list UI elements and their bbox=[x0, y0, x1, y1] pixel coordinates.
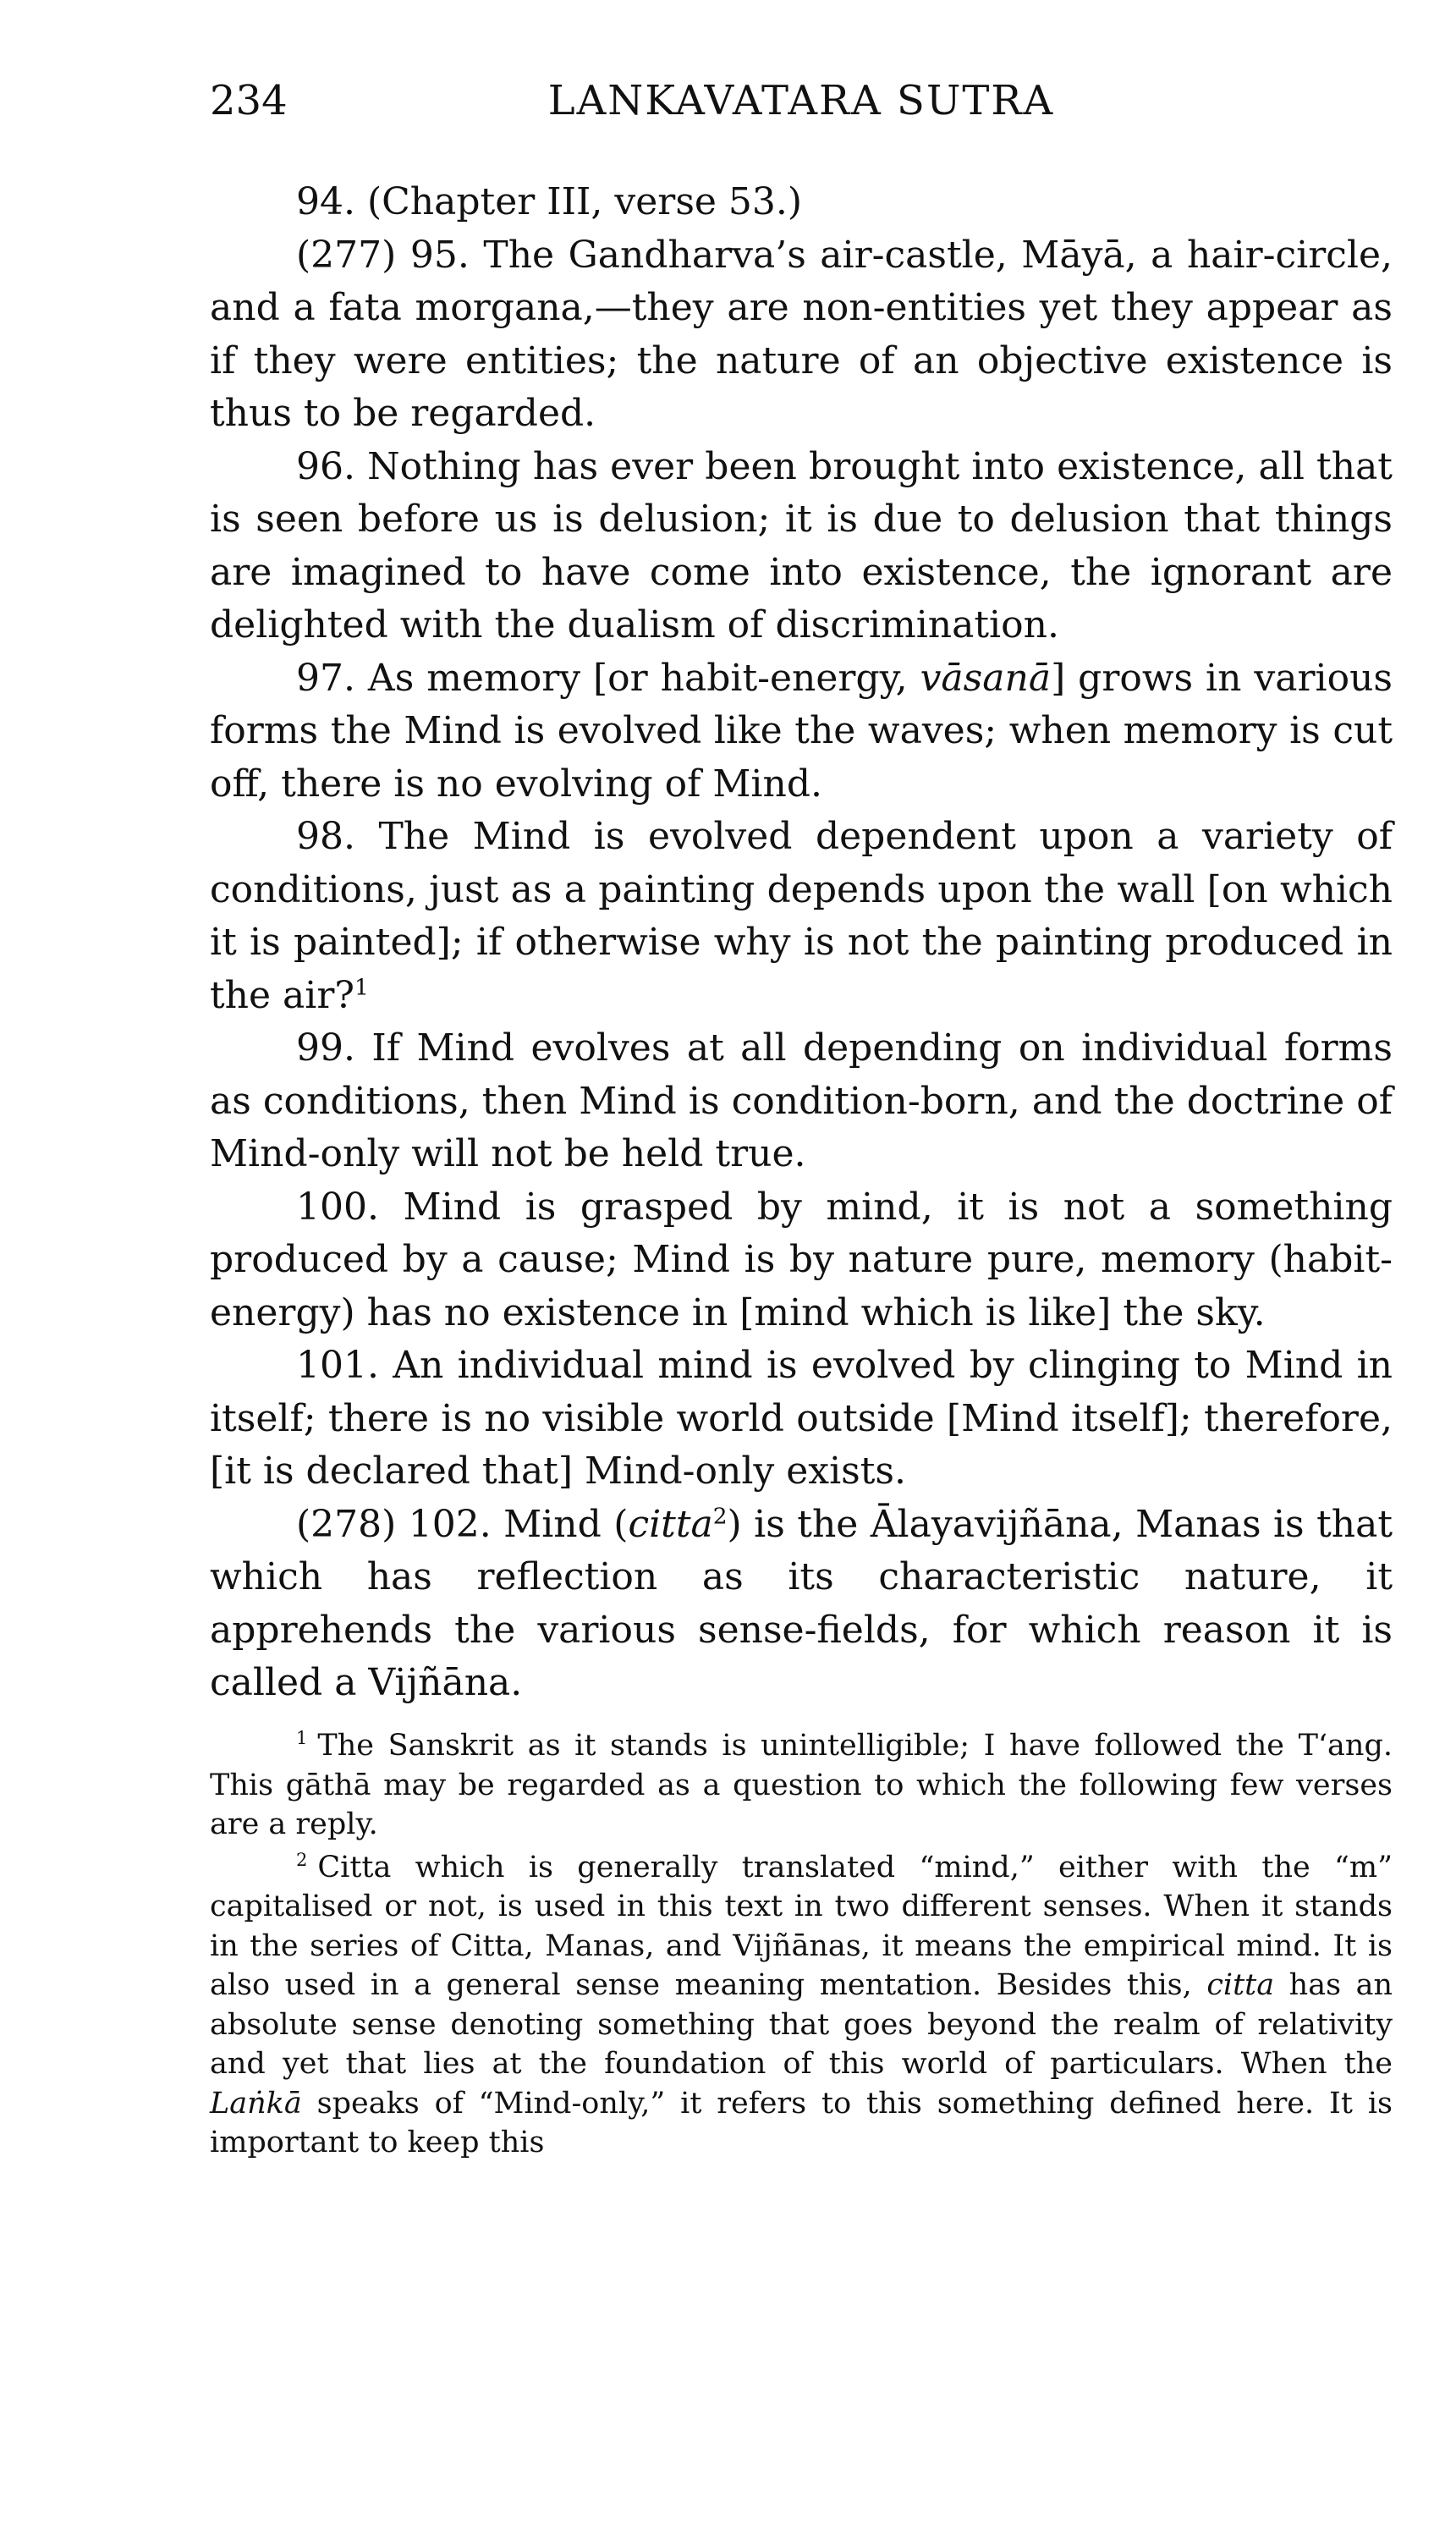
verse-97-text-cont: ] grows in various forms the Mind is evolved like the waves; when memory is cut off, there is no evolving of Mind. bbox=[210, 656, 1393, 806]
footnote-2-text: Citta which is generally translated “mind,” either with the “m” capitalised or not, is used in this text in two different senses. When it stands in the series of Citta, Manas, and Vijñānas, it means the empirical mind. It is also used in a general sense meaning mentation. Besides this, bbox=[210, 1850, 1393, 2002]
footnote-1 bbox=[210, 1726, 1393, 1845]
verse-101: 101. An individual mind is evolved by clinging to Mind in itself; there is no visible world outside [Mind itself]; therefore, [it is declared that] Mind-only exists. bbox=[210, 1344, 1393, 1493]
verse-97 bbox=[210, 652, 1393, 811]
verse-102-text: (278) 102. Mind ( bbox=[296, 1502, 629, 1546]
footnote-2-mark: 2 bbox=[296, 1849, 308, 1870]
verse-97-text: 97. As memory [or habit-energy, bbox=[296, 656, 920, 700]
footnote-2-italic-citta: citta bbox=[1206, 1968, 1275, 2002]
footnote-2-italic-lanka: Laṅkā bbox=[210, 2086, 302, 2121]
verse-99: 99. If Mind evolves at all depending on individual forms as conditions, then Mind is condition-born, and the doctrine of Mind-only will not be held true. bbox=[210, 1026, 1393, 1175]
running-title: LANKAVATARA SUTRA bbox=[547, 77, 1055, 124]
footnote-2-text-cont: has an absolute sense denoting something that goes beyond the realm of relativity and yet that lies at the foundation of this world of particulars. When the bbox=[210, 1968, 1393, 2081]
verse-95: (277) 95. The Gandharva’s air-castle, Māyā, a hair-circle, and a fata morgana,—they are non-entities yet they appear as if they were entities; the nature of an objective existence is thus to be regarded. bbox=[210, 233, 1393, 435]
footnote-ref-2: 2 bbox=[712, 1502, 728, 1529]
footnote-1-text: The Sanskrit as it stands is unintelligible; I have followed the T‘ang. This gāthā may be regarded as a question to which the following few verses are a reply. bbox=[210, 1729, 1393, 1841]
verse-98-text: 98. The Mind is evolved dependent upon a variety of conditions, just as a painting depends upon the wall [on which it is painted]; if otherwise why is not the painting produced in the air? bbox=[210, 815, 1393, 1017]
verse-100: 100. Mind is grasped by mind, it is not a something produced by a cause; Mind is by nature pure, memory (habit-energy) has no existence in [mind which is like] the sky. bbox=[210, 1185, 1393, 1334]
verse-text-block bbox=[210, 176, 1393, 1710]
footnotes bbox=[210, 1726, 1393, 2166]
verse-102 bbox=[210, 1499, 1393, 1710]
footnote-2-text-end: speaks of “Mind-only,” it refers to this something defined here. It is important to keep this bbox=[210, 2086, 1393, 2159]
page-number: 234 bbox=[210, 77, 288, 124]
verse-94: 94. (Chapter III, verse 53.) bbox=[296, 180, 803, 223]
verse-98 bbox=[210, 811, 1393, 1022]
footnote-1-mark: 1 bbox=[296, 1728, 308, 1749]
verse-97-italic-term: vāsanā bbox=[920, 656, 1052, 700]
verse-102-text-cont: ) is the Ālayavijñāna, Manas is that which has reflection as its characteristic nature, it apprehends the various sense-fields, for which reason it is called a Vijñāna. bbox=[210, 1502, 1393, 1704]
page-header bbox=[210, 71, 1393, 130]
verse-96: 96. Nothing has ever been brought into existence, all that is seen before us is delusion; it is due to delusion that things are imagined to have come into existence, the ignorant are delighted with the dualism of discrimination. bbox=[210, 444, 1393, 646]
footnote-ref-1: 1 bbox=[354, 973, 369, 1000]
footnote-2 bbox=[210, 1848, 1393, 2163]
verse-102-italic-term: citta bbox=[628, 1502, 713, 1546]
